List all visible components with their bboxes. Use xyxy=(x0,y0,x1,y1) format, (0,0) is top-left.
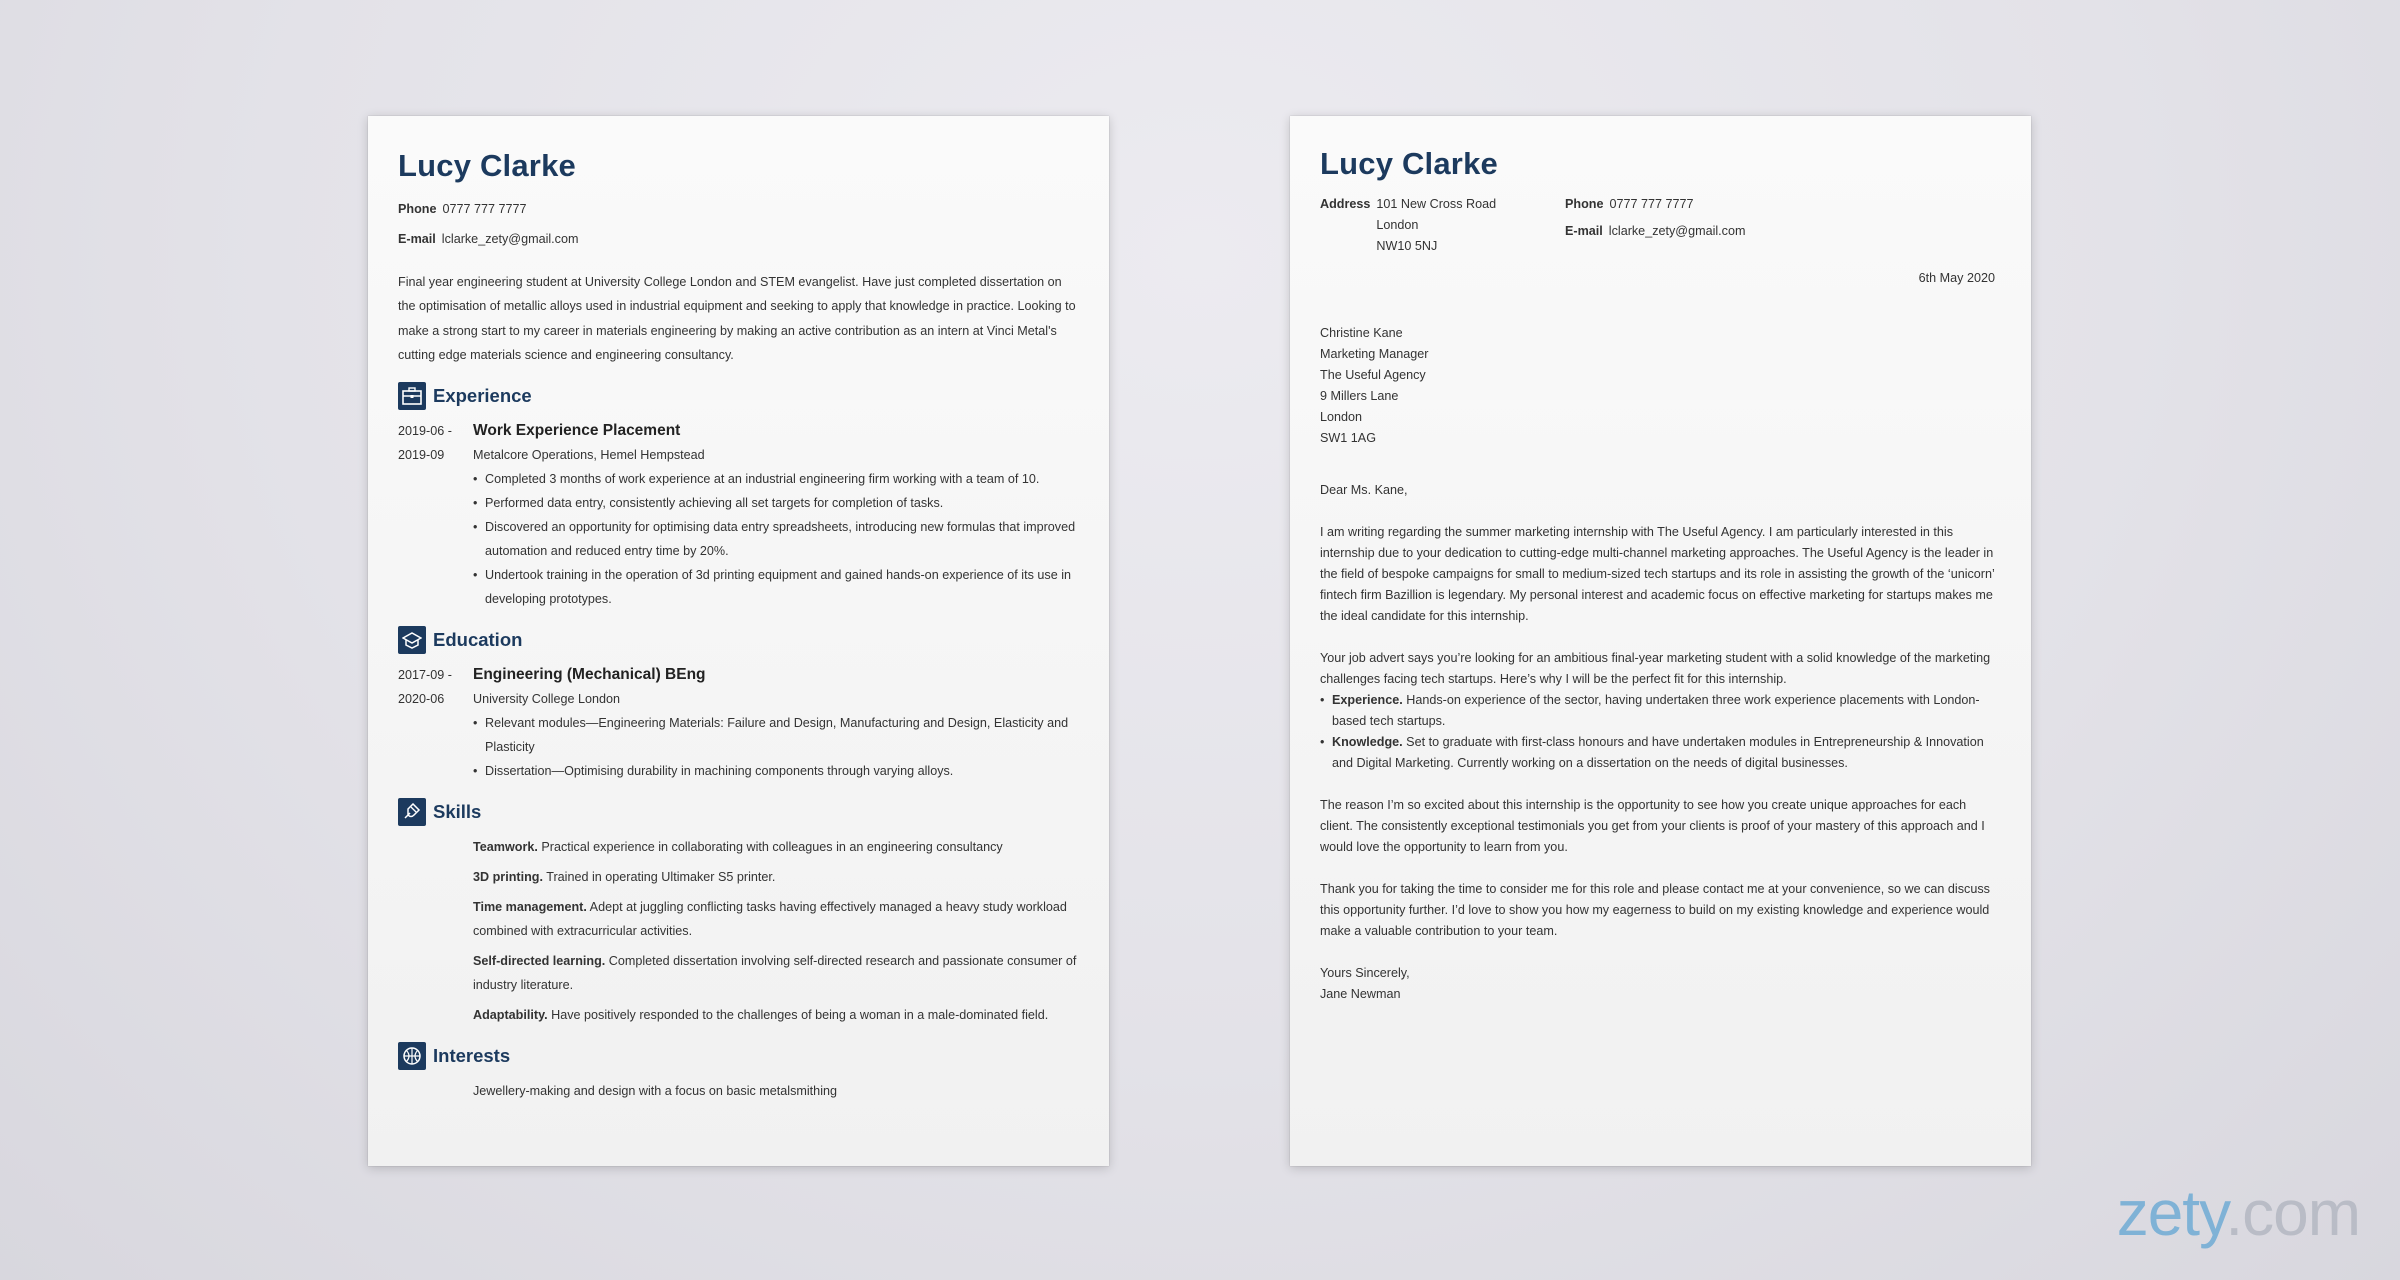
education-heading: Education xyxy=(433,629,523,651)
recipient-line: SW1 1AG xyxy=(1320,431,1376,445)
experience-org: Metalcore Operations, Hemel Hempstead xyxy=(473,448,705,463)
list-item: • Undertook training in the operation of 3d printing equipment and gained hands-on experience of its use in developing prototypes. xyxy=(473,563,1079,611)
list-item xyxy=(1320,690,1995,732)
list-item: • Dissertation—Optimising durability in machining components through varying alloys. xyxy=(473,759,1079,783)
recipient-line: Christine Kane xyxy=(1320,326,1403,340)
interests-section-header xyxy=(398,1041,1079,1071)
skills-list xyxy=(473,835,1079,1027)
list-item-text: Hands-on experience of the sector, having undertaken three work experience placements with London-based tech startups. xyxy=(1332,693,1980,728)
letter-address-block xyxy=(1320,194,1565,257)
letter-closing: Yours Sincerely, xyxy=(1320,966,1410,980)
logo-part-2: .com xyxy=(2225,1177,2360,1249)
cover-letter-page xyxy=(1290,116,2031,1166)
skill-item xyxy=(473,895,1079,943)
education-org: University College London xyxy=(473,692,621,707)
phone-value: 0777 777 7777 xyxy=(442,202,527,216)
experience-heading: Experience xyxy=(433,385,532,407)
recipient-line: The Useful Agency xyxy=(1320,368,1426,382)
letter-paragraph-1: I am writing regarding the summer marketing internship with The Useful Agency. I am particularly interested in this internship due to your dedication to cutting-edge multi-channel marketing approaches. The Useful Agency is the leader in the field of bespoke campaigns for small to medium-sized tech startups and its role in assisting the growth of the ‘unicorn’ fintech firm Bazillion is legendary. My personal interest and academic focus on effective marketing for startups makes me the ideal candidate for this internship. xyxy=(1320,525,1995,623)
interests-heading: Interests xyxy=(433,1045,511,1067)
address-label: Address xyxy=(1320,197,1371,211)
list-item-name: Experience. xyxy=(1332,693,1403,707)
list-item-text: Set to graduate with first-class honours and have undertaken modules in Entrepreneurship & Innovation and Digital Marketing. Currently working on a dissertation on the needs of digital businesses. xyxy=(1332,735,1984,770)
phone-value: 0777 777 7777 xyxy=(1609,197,1694,211)
address-line: London xyxy=(1376,218,1419,232)
skill-name: 3D printing. xyxy=(473,870,543,885)
briefcase-icon xyxy=(398,382,426,410)
list-item-name: Knowledge. xyxy=(1332,735,1403,749)
list-item: • Discovered an opportunity for optimising data entry spreadsheets, introducing new formulas that improved automation and reduced entry time by 20%. xyxy=(473,515,1079,563)
skill-text: Adept at juggling conflicting tasks having effectively managed a heavy study workload combined with extracurricular activities. xyxy=(473,900,1067,939)
education-section-header xyxy=(398,625,1079,655)
letter-contact xyxy=(1320,194,1995,257)
letter-paragraph-4: Thank you for taking the time to consider me for this role and please contact me at your convenience, so we can discuss this opportunity further. I’d love to show you how my eagerness to build on my existing knowledge and experience would make a valuable contribution to your team. xyxy=(1320,882,1990,938)
skill-name: Self-directed learning. xyxy=(473,954,606,969)
letter-list xyxy=(1320,690,1995,774)
email-label: E-mail xyxy=(398,232,436,246)
experience-entry xyxy=(398,419,1079,611)
zety-logo xyxy=(2117,1176,2360,1250)
skill-text: Have positively responded to the challenges of being a woman in a male-dominated field. xyxy=(551,1008,1049,1023)
letter-signature: Jane Newman xyxy=(1320,987,1401,1001)
resume-email-row xyxy=(398,228,1079,250)
education-date-start: 2017-09 - xyxy=(398,668,452,683)
skill-item xyxy=(473,835,1079,859)
address-line: NW10 5NJ xyxy=(1376,239,1438,253)
letter-paragraph-2: Your job advert says you’re looking for an ambitious final-year marketing student with a solid knowledge of the marketing challenges facing tech startups. Here’s why I will be the perfect fit for this internship. xyxy=(1320,651,1991,686)
list-item xyxy=(1320,732,1995,774)
address-line: 101 New Cross Road xyxy=(1376,197,1497,211)
skill-item xyxy=(473,1003,1079,1027)
resume-phone-row xyxy=(398,198,1079,220)
experience-date-end: 2019-09 xyxy=(398,448,445,463)
basketball-icon xyxy=(398,1042,426,1070)
phone-label: Phone xyxy=(398,202,437,216)
recipient-line: Marketing Manager xyxy=(1320,347,1429,361)
letter-phone-row xyxy=(1565,194,1745,221)
letter-greeting: Dear Ms. Kane, xyxy=(1320,483,1408,497)
skill-name: Time management. xyxy=(473,900,587,915)
skill-text: Practical experience in collaborating with colleagues in an engineering consultancy xyxy=(541,840,1003,855)
resume-page xyxy=(368,116,1109,1166)
letter-email-row xyxy=(1565,221,1745,248)
education-entry xyxy=(398,663,1079,783)
skill-item xyxy=(473,949,1079,997)
letter-closing-block xyxy=(1320,963,1995,1005)
logo-part-1: zety xyxy=(2116,1177,2226,1249)
skill-item xyxy=(473,865,1079,889)
email-value: lclarke_zety@gmail.com xyxy=(441,232,579,246)
list-item: • Completed 3 months of work experience at an industrial engineering firm working with a team of 10. xyxy=(473,467,1079,491)
recipient-block xyxy=(1320,323,1995,449)
phone-label: Phone xyxy=(1565,197,1604,211)
skill-text: Trained in operating Ultimaker S5 printer. xyxy=(546,870,776,885)
skill-name: Adaptability. xyxy=(473,1008,548,1023)
email-label: E-mail xyxy=(1565,224,1603,238)
education-title: Engineering (Mechanical) BEng xyxy=(473,666,706,684)
letter-paragraph-3: The reason I’m so excited about this internship is the opportunity to see how you create unique approaches for each client. The consistently exceptional testimonials you get from your clients is proof of your mastery of this approach and I would love the opportunity to learn from you. xyxy=(1320,798,1985,854)
skill-name: Teamwork. xyxy=(473,840,538,855)
recipient-line: 9 Millers Lane xyxy=(1320,389,1399,403)
education-date-end: 2020-06 xyxy=(398,692,445,707)
skills-section-header xyxy=(398,797,1079,827)
resume-summary: Final year engineering student at University College London and STEM evangelist. Have just completed dissertation on the optimisation of metallic alloys used in industrial equipment and seeking to apply that knowledge in practice. Looking to make a strong start to my career in materials engineering by making an active contribution as an intern at Vinci Metal's cutting edge materials science and engineering consultancy. xyxy=(398,275,1076,362)
email-value: lclarke_zety@gmail.com xyxy=(1608,224,1746,238)
interests-text: Jewellery-making and design with a focus on basic metalsmithing xyxy=(473,1084,837,1099)
list-item: • Relevant modules—Engineering Materials: Failure and Design, Manufacturing and Design, Elasticity and Plasticity xyxy=(473,711,1079,759)
recipient-line: London xyxy=(1320,410,1363,424)
list-item: • Performed data entry, consistently achieving all set targets for completion of tasks. xyxy=(473,491,1079,515)
experience-date-start: 2019-06 - xyxy=(398,424,452,439)
experience-title: Work Experience Placement xyxy=(473,422,681,440)
experience-section-header xyxy=(398,381,1079,411)
skill-text: Completed dissertation involving self-directed research and passionate consumer of industry literature. xyxy=(473,954,1077,993)
hand-icon xyxy=(398,798,426,826)
letter-name: Lucy Clarke xyxy=(1320,146,1498,181)
graduation-cap-icon xyxy=(398,626,426,654)
resume-name: Lucy Clarke xyxy=(398,148,576,183)
letter-date: 6th May 2020 xyxy=(1918,271,1995,285)
skills-heading: Skills xyxy=(433,801,482,823)
